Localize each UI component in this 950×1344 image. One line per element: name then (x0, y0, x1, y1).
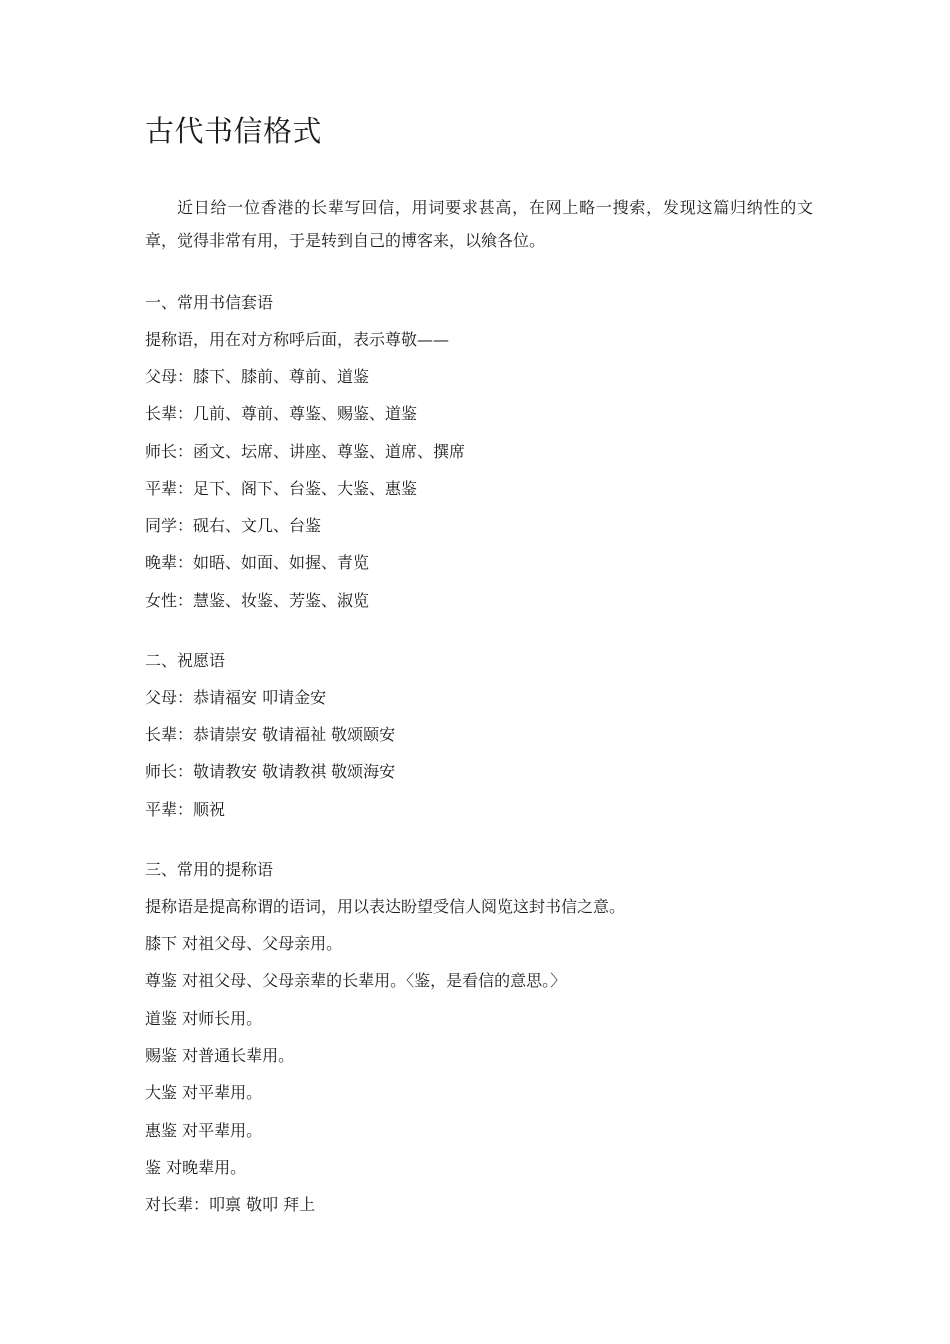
section-lead: 提称语是提高称谓的语词，用以表达盼望受信人阅览这封书信之意。 (145, 897, 626, 916)
list-item: 女性：慧鉴、妆鉴、芳鉴、淑览 (145, 591, 370, 610)
section-heading: 三、常用的提称语 (145, 860, 274, 879)
list-item: 平辈：足下、阁下、台鉴、大鉴、惠鉴 (145, 479, 418, 498)
list-item: 赐鉴 对普通长辈用。 (145, 1046, 295, 1065)
list-item: 师长：函文、坛席、讲座、尊鉴、道席、撰席 (145, 442, 466, 461)
list-item: 惠鉴 对平辈用。 (145, 1121, 263, 1140)
list-item: 对长辈：叩禀 敬叩 拜上 (145, 1195, 316, 1214)
intro-paragraph: 近日给一位香港的长辈写回信，用词要求甚高，在网上略一搜索，发现这篇归纳性的文章，觉得非常有用，于是转到自己的博客来，以飨各位。 (145, 198, 813, 250)
list-item: 晚辈：如晤、如面、如握、青览 (145, 553, 370, 572)
list-item: 道鉴 对师长用。 (145, 1009, 263, 1028)
list-item: 长辈：几前、尊前、尊鉴、赐鉴、道鉴 (145, 404, 418, 423)
section-heading: 二、祝愿语 (145, 651, 226, 670)
list-item: 父母：恭请福安 叩请金安 (145, 688, 327, 707)
list-item: 长辈：恭请崇安 敬请福祉 敬颂颐安 (145, 725, 396, 744)
list-item: 膝下 对祖父母、父母亲用。 (145, 934, 343, 953)
list-item: 同学：砚右、文几、台鉴 (145, 516, 322, 535)
section-heading: 一、常用书信套语 (145, 293, 274, 312)
list-item: 大鉴 对平辈用。 (145, 1083, 263, 1102)
list-item: 尊鉴 对祖父母、父母亲辈的长辈用。〈鉴，是看信的意思。〉 (145, 971, 567, 990)
list-item: 鉴 对晚辈用。 (145, 1158, 247, 1177)
list-item: 平辈：顺祝 (145, 800, 226, 819)
list-item: 父母：膝下、膝前、尊前、道鉴 (145, 367, 370, 386)
list-item: 师长：敬请教安 敬请教祺 敬颂海安 (145, 762, 396, 781)
document-title: 古代书信格式 (145, 114, 323, 148)
section-lead: 提称语，用在对方称呼后面，表示尊敬—— (145, 330, 450, 349)
